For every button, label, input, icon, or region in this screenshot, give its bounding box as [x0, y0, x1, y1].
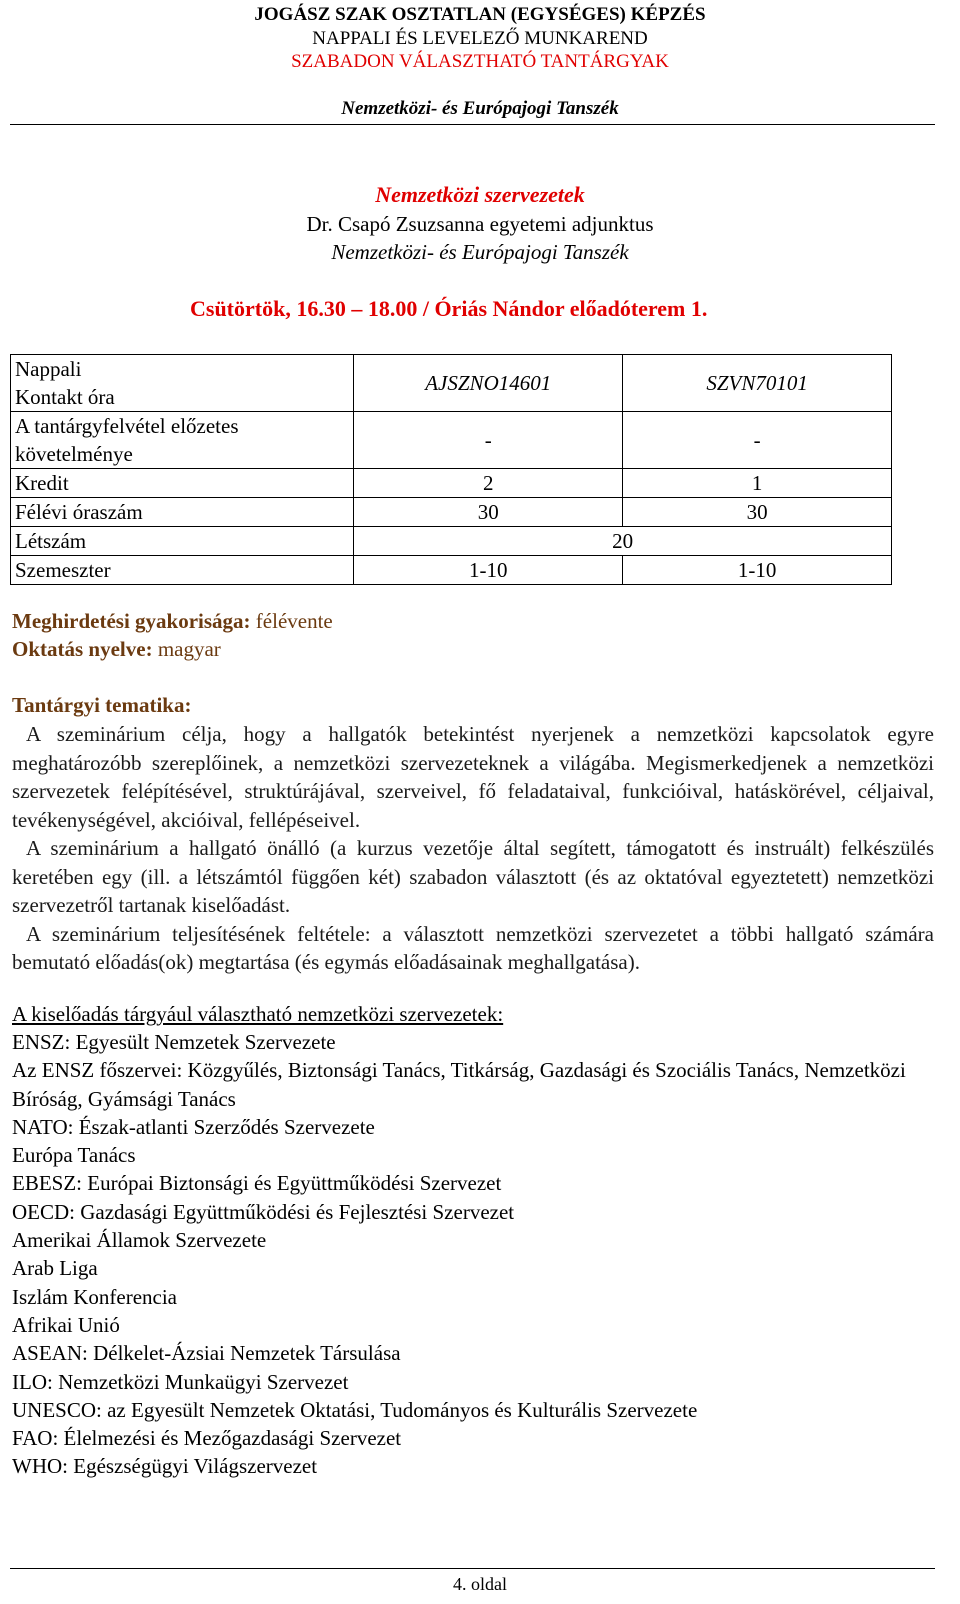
row-label: Létszám [11, 527, 354, 556]
table-row [11, 412, 892, 469]
table-row [11, 355, 892, 412]
table-cell: - [354, 412, 623, 469]
list-item: UNESCO: az Egyesült Nemzetek Oktatási, Tudományos és Kulturális Szervezete [12, 1397, 698, 1422]
course-title: Nemzetközi szervezetek [375, 182, 585, 207]
list-item: WHO: Egészségügyi Világszervezet [12, 1454, 318, 1479]
row-label: Nappali [15, 357, 82, 381]
table-cell: 2 [354, 469, 623, 498]
table-cell: 30 [623, 498, 892, 527]
table-cell: 20 [354, 527, 892, 556]
description-paragraph: A szeminárium célja, hogy a hallgatók betekintést nyerjenek a nemzetközi kapcsolatok egyre meghatározóbb szereplőinek, a nemzetközi szervezeteknek a világába. Megismerkedjenek a nemzetközi szervezetek felépítésével, struktúrájával, szerveivel, fő feladataival, funkcióival, hatáskörével, céljaival, tevékenységével, akcióival, fellépéseivel. [12, 722, 934, 832]
table-row [11, 498, 892, 527]
header-line-2: NAPPALI ÉS LEVELEZŐ MUNKAREND [312, 28, 648, 49]
list-item: NATO: Észak-atlanti Szerződés Szervezete [12, 1114, 375, 1139]
frequency-line [12, 607, 333, 635]
list-item: Amerikai Államok Szervezete [12, 1228, 267, 1253]
topics-label: Tantárgyi tematika: [12, 693, 192, 717]
header-department: Nemzetközi- és Európajogi Tanszék [341, 98, 619, 119]
course-department: Nemzetközi- és Európajogi Tanszék [331, 240, 629, 264]
list-item: ENSZ: Egyesült Nemzetek Szervezete [12, 1030, 336, 1054]
list-item: EBESZ: Európai Biztonsági és Együttműködési Szervezet [12, 1171, 502, 1196]
table-row [11, 527, 892, 556]
row-label: Szemeszter [11, 556, 354, 585]
row-label: követelménye [15, 442, 133, 466]
frequency-value: félévente [255, 609, 333, 633]
topics-heading [12, 691, 191, 719]
list-item: Afrikai Unió [12, 1312, 120, 1337]
row-label: Kredit [11, 469, 354, 498]
row-label: A tantárgyfelvétel előzetes [15, 414, 239, 438]
list-item: OECD: Gazdasági Együttműködési és Fejlesztési Szervezet [12, 1199, 515, 1224]
list-item: Iszlám Konferencia [12, 1284, 177, 1309]
header-divider [10, 124, 935, 125]
course-code-1: AJSZNO14601 [354, 355, 623, 412]
header-line-3: SZABADON VÁLASZTHATÓ TANTÁRGYAK [291, 51, 669, 72]
description-paragraph: A szeminárium teljesítésének feltétele: a választott nemzetközi szervezetet a többi hallgató számára bemutató előadás(ok) megtartása (és egymás előadásainak meghallgatása). [12, 921, 934, 974]
organizations-list [12, 1028, 937, 1481]
table-cell: 1-10 [354, 556, 623, 585]
table-cell: 1 [623, 469, 892, 498]
footer-divider [10, 1568, 935, 1569]
organizations-heading-text: A kiselőadás tárgyául választható nemzetközi szervezetek: [12, 1002, 504, 1026]
list-item: ASEAN: Délkelet-Ázsiai Nemzetek Társulása [12, 1341, 401, 1366]
page-number: 4. oldal [453, 1574, 507, 1594]
language-value: magyar [157, 637, 221, 661]
row-label: Kontakt óra [15, 385, 115, 409]
language-label: Oktatás nyelve: [12, 637, 153, 661]
course-schedule: Csütörtök, 16.30 – 18.00 / Óriás Nándor előadóterem 1. [190, 296, 708, 321]
row-label: Félévi óraszám [11, 498, 354, 527]
description-paragraph: A szeminárium a hallgató önálló (a kurzus vezetője által segített, támogatott és instruált) felkészülés keretében egy (ill. a létszámtól függően két) szabadon választott (és az oktatóval egyeztetett) nemzetközi szervezetről tartanak kiselőadást. [12, 836, 934, 917]
list-item: ILO: Nemzetközi Munkaügyi Szervezet [12, 1369, 349, 1394]
header-line-1: JOGÁSZ SZAK OSZTATLAN (EGYSÉGES) KÉPZÉS [254, 4, 706, 25]
table-cell: 1-10 [623, 556, 892, 585]
course-info-table [10, 354, 892, 585]
table-cell-label [11, 355, 354, 412]
course-code-2: SZVN70101 [623, 355, 892, 412]
organizations-heading [12, 1000, 503, 1028]
language-line [12, 635, 221, 663]
frequency-label: Meghirdetési gyakorisága: [12, 609, 251, 633]
table-row [11, 469, 892, 498]
list-item: Európa Tanács [12, 1143, 136, 1168]
course-lecturer: Dr. Csapó Zsuzsanna egyetemi adjunktus [306, 212, 654, 236]
table-cell-label [11, 412, 354, 469]
description [12, 720, 934, 977]
table-cell: 30 [354, 498, 623, 527]
table-cell: - [623, 412, 892, 469]
list-item: Arab Liga [12, 1256, 98, 1281]
table-row [11, 556, 892, 585]
list-item: Az ENSZ főszervei: Közgyűlés, Biztonsági Tanács, Titkárság, Gazdasági és Szociális Tanács, Nemzetközi Bíróság, Gyámsági Tanács [12, 1058, 906, 1111]
list-item: FAO: Élelmezési és Mezőgazdasági Szervezet [12, 1426, 402, 1451]
